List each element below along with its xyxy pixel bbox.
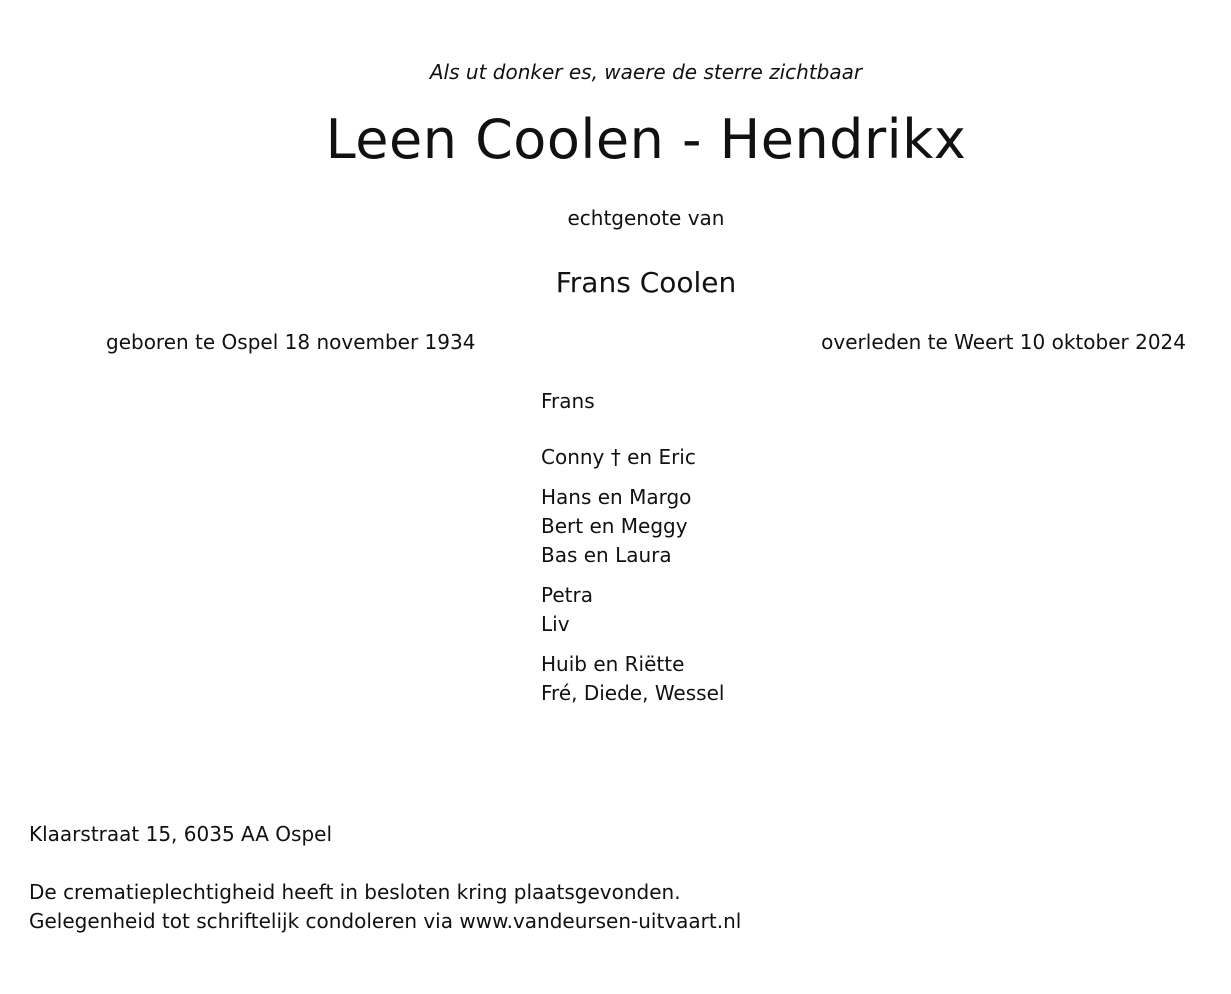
family-member: Huib en Riëtte: [541, 652, 685, 676]
notice-line: De crematieplechtigheid heeft in besloten kring plaatsgevonden.: [29, 880, 681, 904]
motto: Als ut donker es, waere de sterre zichtbaar: [429, 60, 863, 84]
death-info: overleden te Weert 10 oktober 2024: [821, 330, 1186, 354]
family-group: [541, 581, 724, 639]
family-group: [541, 650, 724, 708]
family-group: [541, 483, 724, 570]
family-member: Petra: [541, 583, 593, 607]
notice-text: [29, 878, 741, 936]
family-member: Fré, Diede, Wessel: [541, 681, 725, 705]
family-member: Frans: [541, 389, 595, 413]
birth-info: geboren te Ospel 18 november 1934: [106, 330, 476, 354]
relation-text: echtgenote van: [567, 206, 725, 230]
family-member: Liv: [541, 612, 570, 636]
family-group: [541, 387, 724, 416]
spouse-name: Frans Coolen: [555, 266, 737, 299]
family-member: Conny † en Eric: [541, 445, 696, 469]
family-member: Bert en Meggy: [541, 514, 688, 538]
address: Klaarstraat 15, 6035 AA Ospel: [29, 822, 333, 846]
family-list: [541, 387, 724, 719]
notice-line-website: Gelegenheid tot schriftelijk condoleren via www.vandeursen-uitvaart.nl: [29, 909, 742, 933]
family-group: [541, 443, 724, 472]
family-member: Hans en Margo: [541, 485, 692, 509]
family-member: Bas en Laura: [541, 543, 672, 567]
deceased-name: Leen Coolen - Hendrikx: [325, 108, 967, 171]
